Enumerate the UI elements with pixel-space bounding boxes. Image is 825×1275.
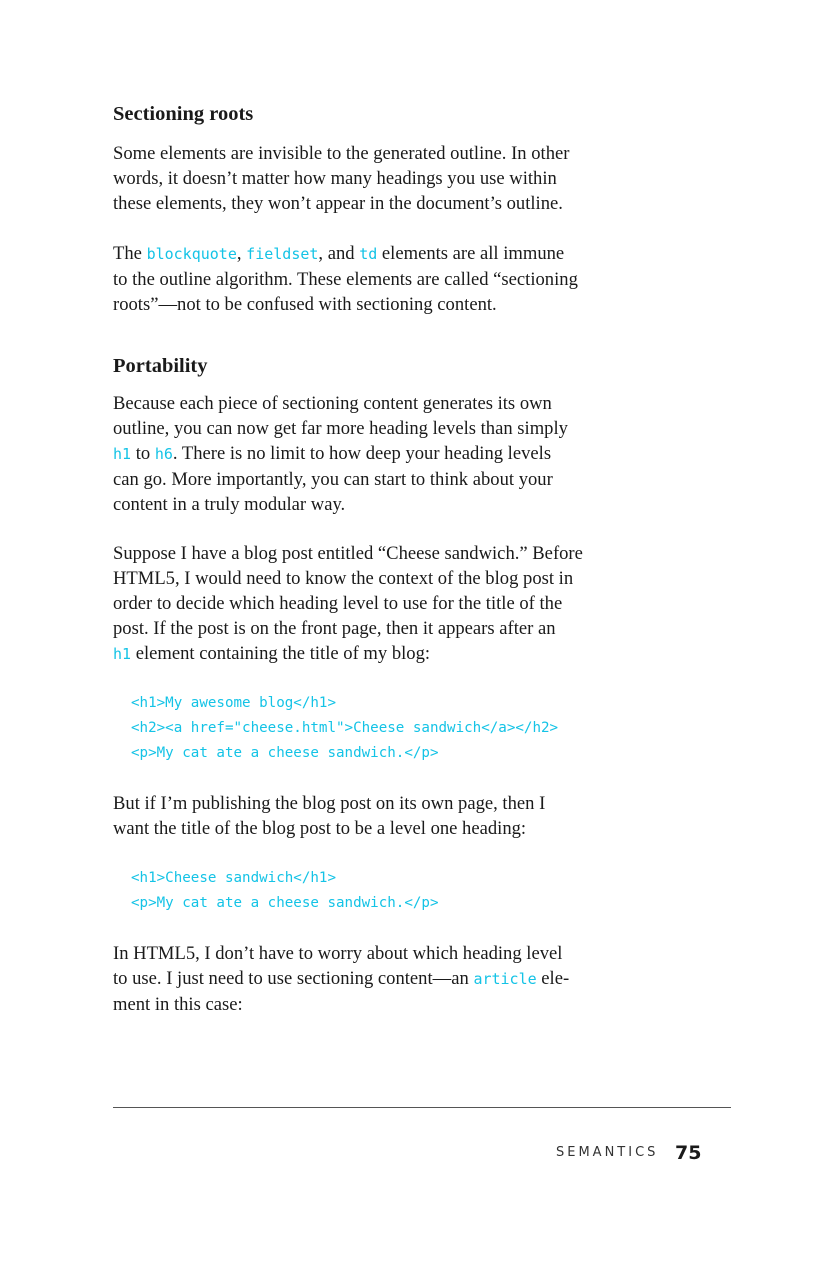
paragraph: But if I’m publishing the blog post on its own page, then I want the title of the blog post to be a level one heading:: [113, 793, 546, 839]
section-heading-portability: Portability: [113, 355, 208, 377]
code-block: <h1>My awesome blog</h1> <h2><a href="cheese.html">Cheese sandwich</a></h2> <p>My cat ate a cheese sandwich.</p>: [131, 695, 559, 761]
running-footer-section: SEMANTICS: [556, 1145, 659, 1160]
paragraph: Suppose I have a blog post entitled “Cheese sandwich.” Before HTML5, I would need to know the context of the blog post in order to decide which heading level to use for the title of the post. If the post is on the front page, then it appears after an h1 element containing the title of my blog:: [113, 543, 583, 664]
section-heading-sectioning-roots: Sectioning roots: [113, 103, 254, 125]
inline-code: h1: [113, 645, 132, 663]
paragraph: Because each piece of sectioning content generates its own outline, you can now get far more heading levels than simply h1 to h6. There is no limit to how deep your heading levels can go. More importantly, you can start to think about your content in a truly modular way.: [113, 393, 568, 515]
inline-code: h1: [113, 445, 132, 463]
paragraph: In HTML5, I don’t have to worry about which heading level to use. I just need to use sectioning content—an article ele- ment in this case:: [113, 943, 570, 1015]
inline-code: td: [359, 245, 378, 263]
code-block: <h1>Cheese sandwich</h1> <p>My cat ate a cheese sandwich.</p>: [131, 870, 439, 911]
footer-rule: [113, 1107, 731, 1108]
inline-code: article: [473, 970, 537, 988]
inline-code: fieldset: [246, 245, 319, 263]
paragraph: The blockquote, fieldset, and td elements are all immune to the outline algorithm. These elements are called “sectioning roots”—not to be confused with sectioning content.: [113, 243, 578, 315]
inline-code: h6: [154, 445, 173, 463]
page-number: 75: [675, 1142, 702, 1164]
paragraph: Some elements are invisible to the generated outline. In other words, it doesn’t matter how many headings you use within these elements, they won’t appear in the document’s outline.: [113, 143, 570, 214]
inline-code: blockquote: [146, 245, 237, 263]
